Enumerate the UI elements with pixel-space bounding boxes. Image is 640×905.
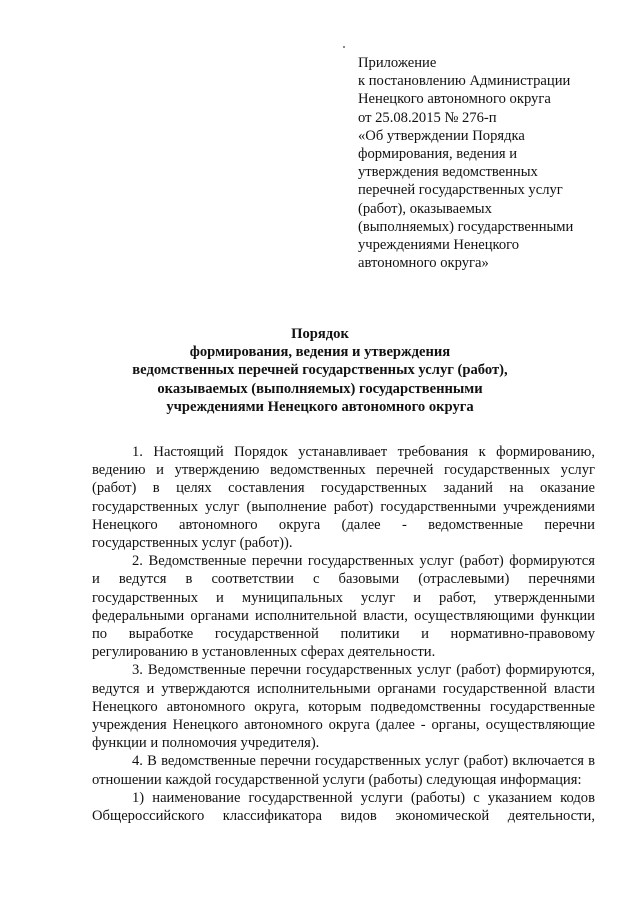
appendix-header: [358, 54, 620, 272]
appendix-line: к постановлению Администрации: [358, 73, 571, 90]
title-line: оказываемых (выполняемых) государственными: [157, 380, 483, 397]
document-body: [92, 443, 595, 825]
appendix-line: автономного округа»: [358, 255, 489, 272]
appendix-line: утверждения ведомственных: [358, 164, 538, 181]
appendix-line: «Об утверждении Порядка: [358, 127, 525, 144]
appendix-line: Ненецкого автономного округа: [358, 91, 551, 108]
paragraph-4: 4. В ведомственные перечни государственных услуг (работ) включается в отношении каждой государственной услуги (работы) следующая информация:: [92, 753, 595, 788]
document-title: [80, 325, 560, 416]
appendix-line: формирования, ведения и: [358, 146, 518, 163]
paragraph-3: 3. Ведомственные перечни государственных услуг (работ) формируются, ведутся и утверждаются исполнительными органами государственной власти Ненецкого автономного округа, которым подведомственны государственные учреждения Ненецкого автономного округа (далее - органы, осуществляющие функции и полномочия учредителя).: [92, 662, 595, 752]
appendix-line: (работ), оказываемых: [358, 200, 492, 217]
scan-speck: [343, 46, 345, 48]
appendix-line: от 25.08.2015 № 276-п: [358, 109, 497, 126]
appendix-line: Приложение: [358, 55, 437, 71]
title-line: Порядок: [291, 326, 349, 342]
appendix-line: учреждениями Ненецкого: [358, 237, 520, 254]
paragraph-4-item-1: 1) наименование государственной услуги (работы) с указанием кодов Общероссийского классификатора видов экономической деятельности,: [92, 789, 595, 825]
title-line: формирования, ведения и утверждения: [189, 344, 451, 361]
title-line: учреждениями Ненецкого автономного округа: [166, 398, 474, 415]
paragraph-2: 2. Ведомственные перечни государственных услуг (работ) формируются и ведутся в соответствии с базовыми (отраслевыми) перечнями государственных и муниципальных услуг и работ, утвержденными федеральными органами исполнительной власти, осуществляющими функции по выработке государственной политики и нормативно-правовому регулированию в установленных сферах деятельности.: [92, 553, 595, 661]
title-line: ведомственных перечней государственных услуг (работ),: [132, 362, 508, 379]
paragraph-1: 1. Настоящий Порядок устанавливает требования к формированию, ведению и утверждению ведомственных перечней государственных услуг (работ) в целях составления государственных заданий на оказание государственных услуг (выполнение работ) государственными учреждениями Ненецкого автономного округа (далее - ведомственные перечни государственных услуг (работ)).: [92, 444, 595, 552]
appendix-line: перечней государственных услуг: [358, 182, 563, 199]
appendix-line: (выполняемых) государственными: [358, 218, 574, 235]
